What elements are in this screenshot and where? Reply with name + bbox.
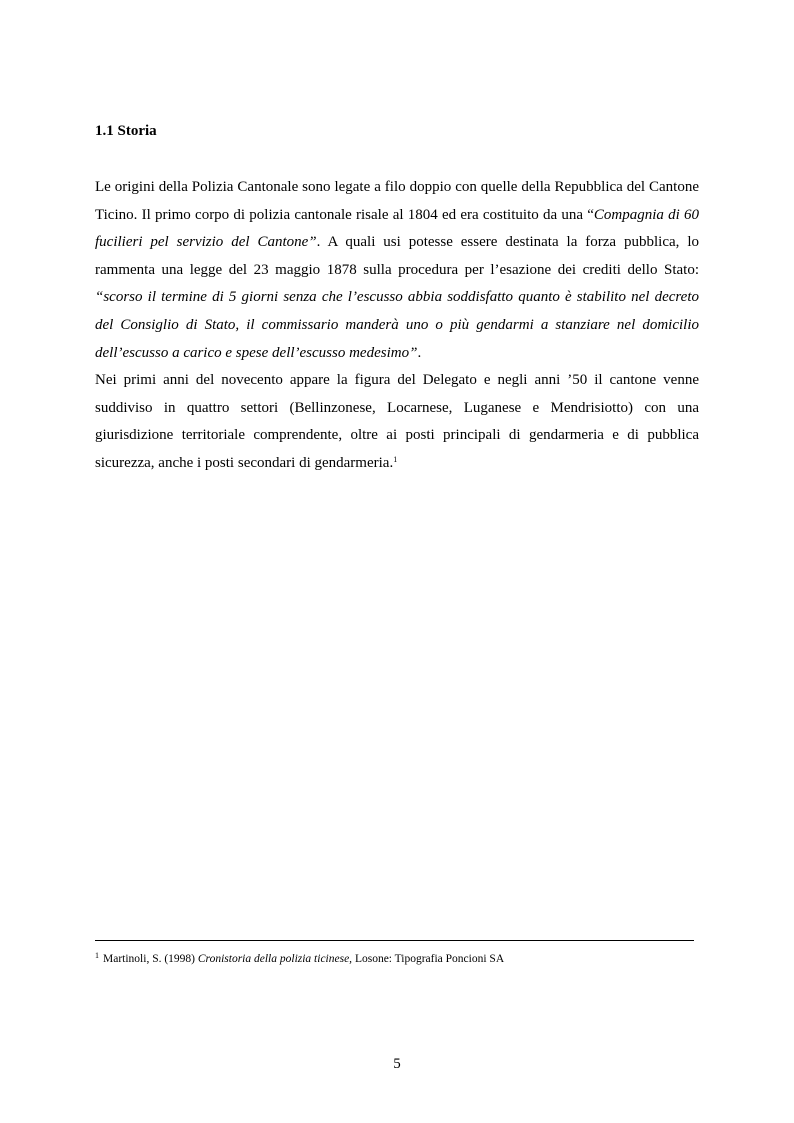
paragraph-delegato-text: Nei primi anni del novecento appare la figura del Delegato e negli anni ’50 il cantone venne suddiviso in quattro settori (Bellinzonese, Locarnese, Luganese e Mendrisiotto) con una giurisdizione territoriale comprendente, oltre ai posti principali di gendarmeria e di pubblica sicurezza, anche i posti secondari di gendarmeria. xyxy=(95,372,699,471)
paragraph-origins-text-3: . xyxy=(417,344,422,361)
footnote-publisher: Losone: Tipografia Poncioni SA xyxy=(352,953,505,965)
footnote-reference[interactable]: 1 xyxy=(393,454,398,464)
paragraph-origins-text-1: Le origini della Polizia Cantonale sono legate a filo doppio con quelle della Repubblica del Cantone Ticino. Il primo corpo di polizia cantonale risale al 1804 ed era costituito da una “ xyxy=(95,179,699,223)
paragraph-origins xyxy=(95,174,699,367)
paragraph-origins-text-2: . A quali usi potesse essere destinata la forza pubblica, lo rammenta una legge del 23 maggio 1878 sulla procedura per l’esazione dei crediti dello Stato: xyxy=(95,234,699,278)
footnote xyxy=(95,951,504,965)
paragraph-origins-italic-quote-1: Compagnia di 60 fucilieri pel servizio del Cantone” xyxy=(95,206,699,251)
section-heading: 1.1 Storia xyxy=(95,123,157,139)
paragraph-origins-italic-quote-2: “scorso il termine di 5 giorni senza che l’escusso abbia soddisfatto quanto è stabilito nel decreto del Consiglio di Stato, il commissario manderà uno o più gendarmi a stanziare nel domicilio dell’escusso a carico e spese dell’escusso medesimo” xyxy=(95,289,699,361)
page-number: 5 xyxy=(393,1056,401,1072)
body-text xyxy=(95,174,699,478)
footnote-number: 1 xyxy=(95,951,99,960)
footnote-divider xyxy=(95,940,694,941)
paragraph-delegato xyxy=(95,367,699,477)
footnote-title: Cronistoria della polizia ticinese, xyxy=(197,953,353,965)
footnote-author: Martinoli, S. (1998) xyxy=(103,953,198,965)
